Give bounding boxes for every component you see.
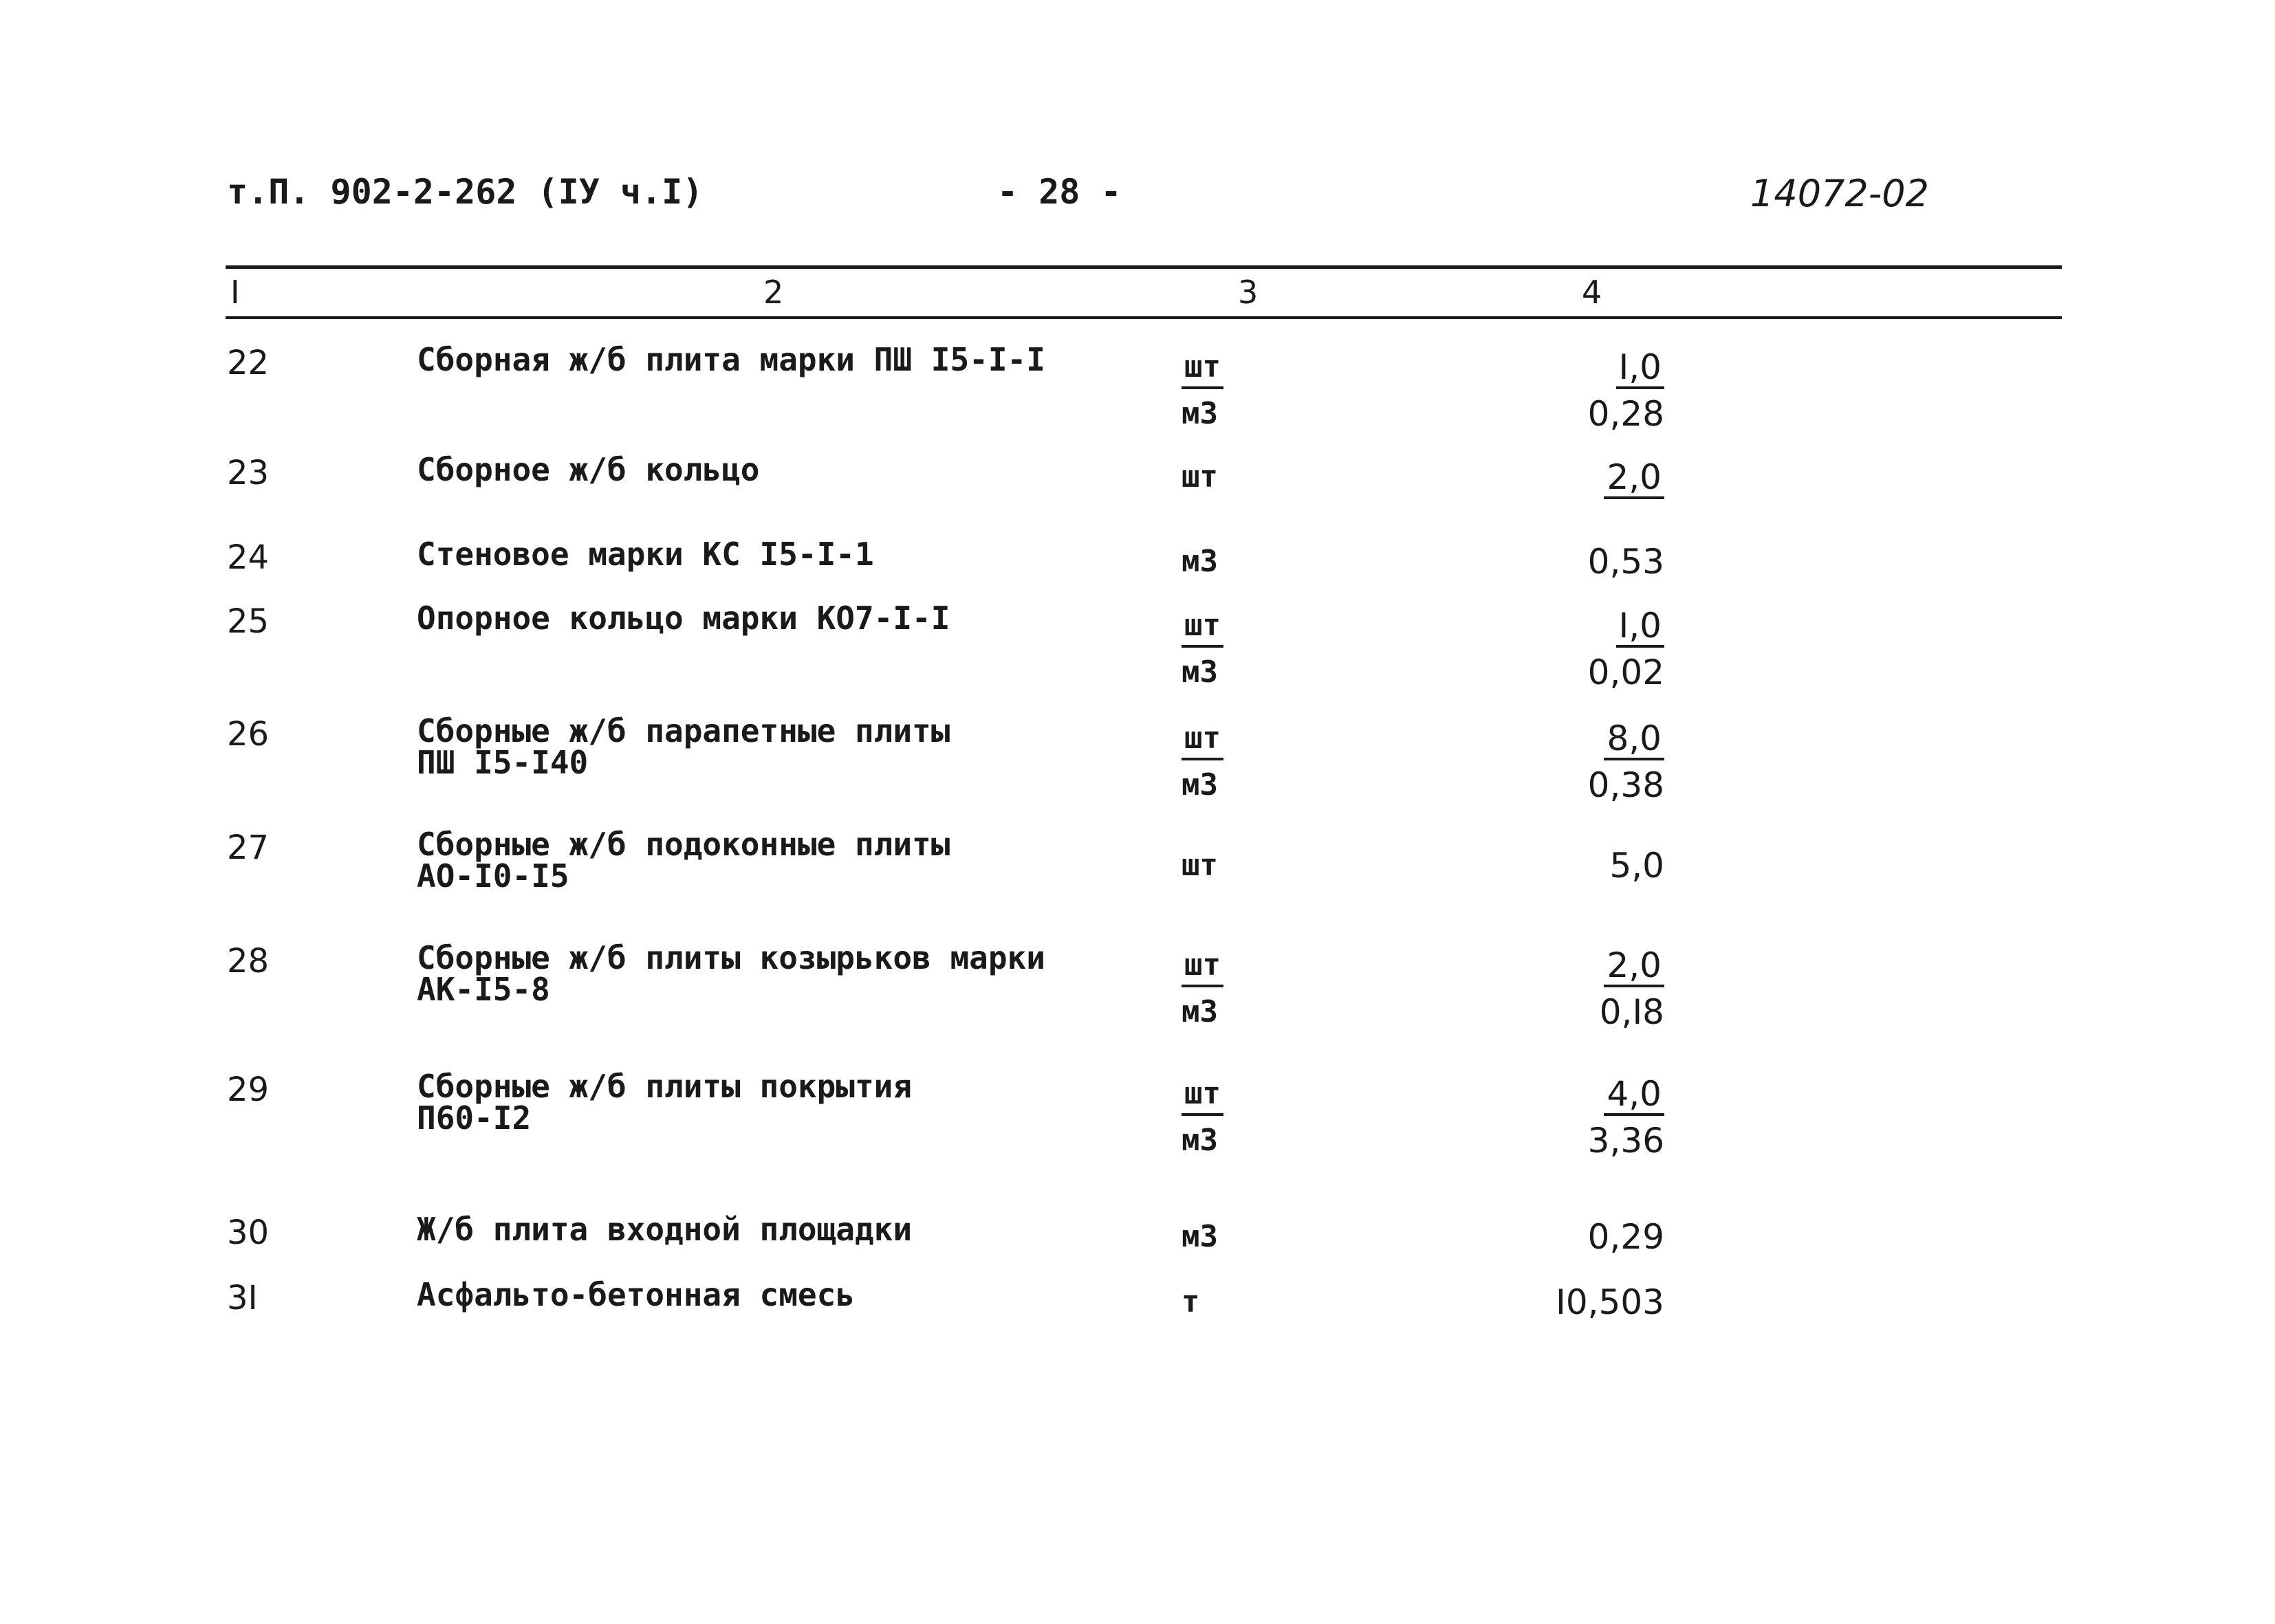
unit-of-measure: [1182, 454, 1257, 501]
item-name: [417, 600, 1104, 637]
row-number: 29: [227, 1071, 270, 1109]
row-number: 23: [227, 454, 270, 492]
item-name-line: АК-I5-8: [417, 971, 550, 1008]
unit-of-measure: [1182, 602, 1257, 696]
archive-number: 14072-02: [1750, 172, 1929, 215]
quantity: [1513, 344, 1664, 437]
item-name: [417, 451, 1104, 488]
quantity: [1513, 715, 1664, 809]
document-code: т.П. 902-2-262 (IУ ч.I): [227, 172, 704, 212]
item-name-line: Сборное ж/б кольцо: [417, 451, 760, 488]
column-number-2: 2: [763, 274, 784, 311]
quantity-value: 0,02: [1587, 652, 1664, 692]
unit-label: шт: [1182, 946, 1223, 987]
item-name: [417, 536, 1104, 573]
unit-label: м3: [1182, 1123, 1218, 1158]
unit-label: шт: [1182, 606, 1223, 648]
item-name-line: Опорное кольцо марки КО7-I-I: [417, 600, 950, 637]
row-number: 25: [227, 602, 270, 641]
item-name-line: ПШ I5-I40: [417, 744, 589, 781]
quantity: [1513, 1279, 1664, 1326]
quantity-value: 2,0: [1604, 458, 1664, 499]
quantity: [1513, 602, 1664, 696]
unit-of-measure: [1182, 1071, 1257, 1164]
quantity: [1513, 942, 1664, 1035]
unit-label: т: [1182, 1284, 1200, 1319]
unit-label: м3: [1182, 655, 1218, 690]
item-name: [417, 1211, 1104, 1248]
item-name-line: Сборные ж/б подоконные плиты: [417, 826, 950, 863]
unit-label: шт: [1182, 848, 1218, 883]
quantity-value: I,0: [1616, 348, 1664, 389]
quantity-value: I0,503: [1556, 1282, 1664, 1322]
quantity-value: 2,0: [1604, 946, 1664, 987]
quantity-value: 0,29: [1587, 1217, 1664, 1257]
item-name: [417, 341, 1104, 378]
unit-label: м3: [1182, 767, 1218, 802]
unit-of-measure: [1182, 942, 1257, 1035]
quantity: [1513, 1214, 1664, 1260]
column-number-3: 3: [1238, 274, 1259, 311]
quantity-value: 0,53: [1587, 542, 1664, 582]
item-name-line: Сборная ж/б плита марки ПШ I5-I-I: [417, 341, 1045, 378]
item-name: [417, 826, 1104, 895]
row-number: 22: [227, 344, 270, 382]
row-number: 27: [227, 829, 270, 867]
quantity-value: 0,38: [1587, 765, 1664, 805]
row-number: 3I: [227, 1279, 258, 1317]
quantity-value: 8,0: [1604, 719, 1664, 760]
quantity: [1513, 454, 1664, 501]
quantity-value: I,0: [1616, 606, 1664, 648]
quantity-value: 0,I8: [1599, 992, 1664, 1032]
unit-of-measure: [1182, 344, 1257, 437]
column-number-1: I: [230, 274, 240, 311]
quantity-value: 5,0: [1609, 846, 1664, 886]
item-name-line: Сборные ж/б плиты козырьков марки: [417, 939, 1045, 976]
item-name-line: Стеновое марки КС I5-I-1: [417, 536, 874, 573]
unit-of-measure: [1182, 715, 1257, 809]
quantity-value: 4,0: [1604, 1075, 1664, 1116]
quantity: [1513, 1071, 1664, 1164]
unit-label: м3: [1182, 396, 1218, 431]
item-name: [417, 712, 1104, 781]
item-name: [417, 1068, 1104, 1137]
item-name-line: Ж/б плита входной площадки: [417, 1211, 913, 1248]
item-name-line: АО-I0-I5: [417, 857, 569, 895]
quantity: [1513, 538, 1664, 585]
unit-of-measure: [1182, 842, 1257, 889]
item-name-line: П60-I2: [417, 1099, 532, 1137]
unit-of-measure: [1182, 1279, 1257, 1326]
quantity-value: 3,36: [1587, 1121, 1664, 1161]
row-number: 26: [227, 715, 270, 754]
column-number-4: 4: [1582, 274, 1602, 311]
unit-label: м3: [1182, 544, 1218, 579]
row-number: 30: [227, 1214, 270, 1252]
quantity-value: 0,28: [1587, 394, 1664, 434]
unit-label: шт: [1182, 1075, 1223, 1116]
unit-of-measure: [1182, 1214, 1257, 1260]
item-name-line: Сборные ж/б парапетные плиты: [417, 712, 950, 749]
row-number: 24: [227, 538, 270, 577]
item-name: [417, 1276, 1104, 1313]
unit-label: шт: [1182, 348, 1223, 389]
unit-of-measure: [1182, 538, 1257, 585]
item-name-line: Асфальто-бетонная смесь: [417, 1276, 855, 1313]
unit-label: м3: [1182, 1219, 1218, 1254]
page-number: - 28 -: [997, 172, 1122, 212]
item-name-line: Сборные ж/б плиты покрытия: [417, 1068, 913, 1105]
item-name: [417, 939, 1104, 1008]
quantity: [1513, 842, 1664, 889]
unit-label: шт: [1182, 719, 1223, 760]
unit-label: шт: [1182, 459, 1218, 494]
row-number: 28: [227, 942, 270, 980]
unit-label: м3: [1182, 994, 1218, 1029]
